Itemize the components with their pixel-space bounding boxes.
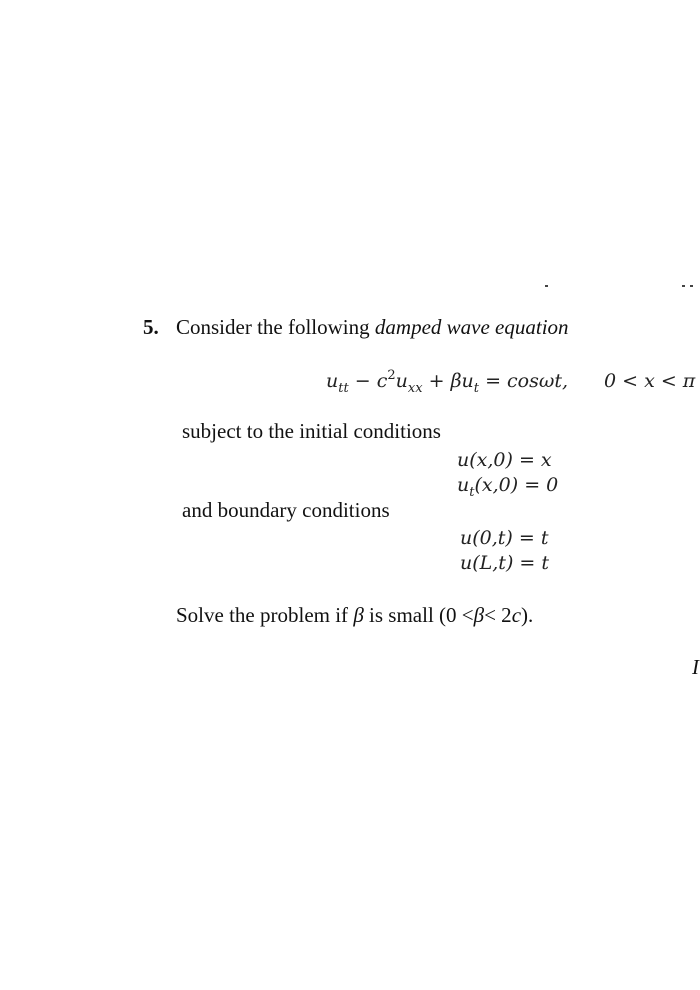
initial-condition-2: $u_t(x,0) = 0$ <box>457 474 559 500</box>
boundary-conditions-label: and boundary conditions <box>182 498 390 522</box>
pde-domain: 0 < x < π <box>604 370 696 392</box>
scan-mark <box>682 285 685 287</box>
initial-conditions-label: subject to the initial conditions <box>182 419 441 443</box>
initial-condition-1: u(x,0) = x <box>457 449 552 471</box>
problem-statement <box>176 315 569 339</box>
problem-emphasis: damped wave equation <box>374 315 569 339</box>
pde-equation: $u_{tt} - c^2u_{xx} + \beta u_t = \cos\omega t$, <box>326 368 569 396</box>
scan-mark <box>545 285 548 287</box>
solve-instruction: Solve the problem if β is small (0 <β< 2c). <box>176 603 534 627</box>
scan-mark <box>690 285 693 287</box>
boundary-condition-2: u(L,t) = t <box>460 552 549 574</box>
boundary-condition-1: u(0,t) = t <box>460 527 549 549</box>
problem-number: 5. <box>143 315 159 339</box>
problem-intro: Consider the following <box>176 315 375 339</box>
cropped-edge-glyph: I <box>692 655 699 679</box>
